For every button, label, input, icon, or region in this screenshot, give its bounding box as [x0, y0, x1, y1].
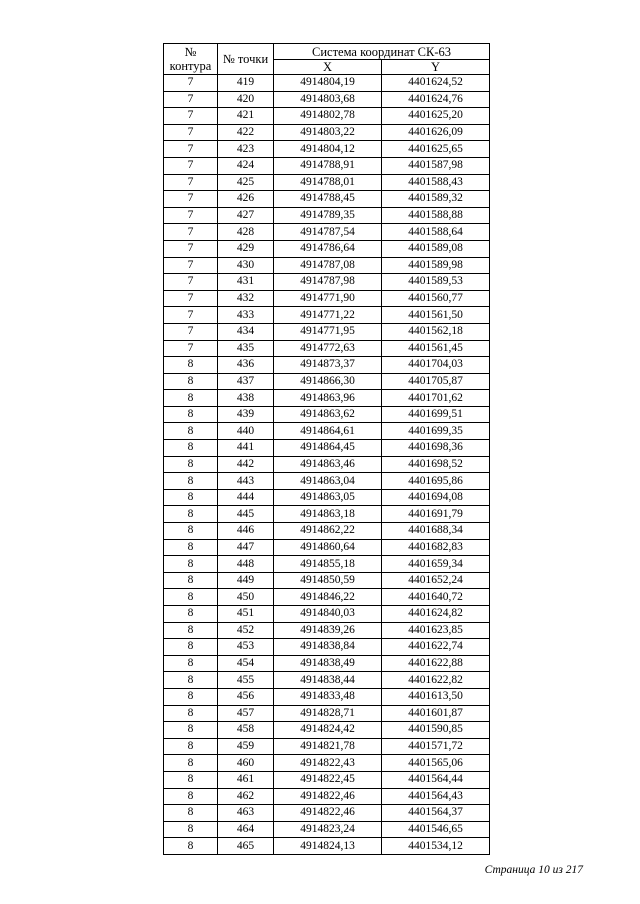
point-number-cell: 421: [218, 108, 274, 125]
table-row: [164, 805, 490, 822]
x-coordinate-cell: 4914862,22: [274, 523, 382, 540]
coordinate-system-header: Система координат СК-63: [274, 44, 490, 60]
y-coordinate-cell: 4401589,32: [382, 191, 490, 208]
y-coordinate-cell: 4401587,98: [382, 157, 490, 174]
y-coordinate-cell: 4401622,82: [382, 672, 490, 689]
contour-number-cell: 8: [164, 406, 218, 423]
point-number-cell: 449: [218, 572, 274, 589]
y-coordinate-cell: 4401688,34: [382, 523, 490, 540]
table-row: [164, 539, 490, 556]
x-coordinate-cell: 4914824,13: [274, 838, 382, 855]
contour-number-cell: 8: [164, 639, 218, 656]
x-coordinate-cell: 4914822,46: [274, 805, 382, 822]
y-coordinate-cell: 4401699,51: [382, 406, 490, 423]
y-column-header: Y: [382, 60, 490, 75]
y-coordinate-cell: 4401623,85: [382, 622, 490, 639]
table-row: [164, 274, 490, 291]
table-row: [164, 838, 490, 855]
point-number-cell: 441: [218, 440, 274, 457]
point-number-cell: 462: [218, 788, 274, 805]
y-coordinate-cell: 4401564,44: [382, 771, 490, 788]
point-number-cell: 465: [218, 838, 274, 855]
y-coordinate-cell: 4401589,08: [382, 240, 490, 257]
table-row: [164, 738, 490, 755]
table-row: [164, 157, 490, 174]
table-row: [164, 556, 490, 573]
y-coordinate-cell: 4401564,43: [382, 788, 490, 805]
point-number-cell: 424: [218, 157, 274, 174]
table-row: [164, 357, 490, 374]
table-row: [164, 788, 490, 805]
table-row: [164, 589, 490, 606]
y-coordinate-cell: 4401625,20: [382, 108, 490, 125]
point-number-cell: 459: [218, 738, 274, 755]
contour-number-cell: 7: [164, 124, 218, 141]
x-coordinate-cell: 4914821,78: [274, 738, 382, 755]
contour-number-cell: 7: [164, 207, 218, 224]
y-coordinate-cell: 4401698,36: [382, 440, 490, 457]
table-row: [164, 655, 490, 672]
table-row: [164, 771, 490, 788]
table-row: [164, 639, 490, 656]
point-number-cell: 433: [218, 307, 274, 324]
point-number-cell: 452: [218, 622, 274, 639]
contour-number-cell: 7: [164, 174, 218, 191]
y-coordinate-cell: 4401698,52: [382, 456, 490, 473]
point-number-cell: 455: [218, 672, 274, 689]
x-coordinate-cell: 4914863,05: [274, 489, 382, 506]
table-row: [164, 191, 490, 208]
x-coordinate-cell: 4914866,30: [274, 373, 382, 390]
x-coordinate-cell: 4914839,26: [274, 622, 382, 639]
point-number-cell: 428: [218, 224, 274, 241]
x-coordinate-cell: 4914863,18: [274, 506, 382, 523]
y-coordinate-cell: 4401705,87: [382, 373, 490, 390]
table-row: [164, 390, 490, 407]
y-coordinate-cell: 4401588,43: [382, 174, 490, 191]
contour-number-cell: 8: [164, 705, 218, 722]
table-row: [164, 75, 490, 92]
point-number-cell: 463: [218, 805, 274, 822]
x-column-header: X: [274, 60, 382, 75]
x-coordinate-cell: 4914828,71: [274, 705, 382, 722]
point-number-cell: 454: [218, 655, 274, 672]
x-coordinate-cell: 4914863,04: [274, 473, 382, 490]
point-number-cell: 422: [218, 124, 274, 141]
y-coordinate-cell: 4401659,34: [382, 556, 490, 573]
table-row: [164, 224, 490, 241]
contour-number-cell: 8: [164, 722, 218, 739]
table-row: [164, 622, 490, 639]
y-coordinate-cell: 4401534,12: [382, 838, 490, 855]
contour-number-cell: 8: [164, 821, 218, 838]
table-row: [164, 91, 490, 108]
x-coordinate-cell: 4914803,22: [274, 124, 382, 141]
y-coordinate-cell: 4401560,77: [382, 290, 490, 307]
contour-number-cell: 8: [164, 606, 218, 623]
y-coordinate-cell: 4401704,03: [382, 357, 490, 374]
point-number-cell: 423: [218, 141, 274, 158]
point-number-cell: 464: [218, 821, 274, 838]
y-coordinate-cell: 4401590,85: [382, 722, 490, 739]
y-coordinate-cell: 4401622,88: [382, 655, 490, 672]
point-number-cell: 429: [218, 240, 274, 257]
x-coordinate-cell: 4914855,18: [274, 556, 382, 573]
x-coordinate-cell: 4914838,49: [274, 655, 382, 672]
point-number-cell: 453: [218, 639, 274, 656]
contour-number-cell: 8: [164, 456, 218, 473]
contour-number-cell: 8: [164, 523, 218, 540]
contour-number-cell: 8: [164, 506, 218, 523]
x-coordinate-cell: 4914860,64: [274, 539, 382, 556]
contour-number-cell: 8: [164, 357, 218, 374]
x-coordinate-cell: 4914822,46: [274, 788, 382, 805]
contour-number-cell: 7: [164, 323, 218, 340]
contour-number-cell: 8: [164, 755, 218, 772]
x-coordinate-cell: 4914822,43: [274, 755, 382, 772]
contour-number-cell: 7: [164, 257, 218, 274]
y-coordinate-cell: 4401589,53: [382, 274, 490, 291]
table-header: [164, 44, 490, 75]
contour-number-cell: 7: [164, 108, 218, 125]
table-row: [164, 373, 490, 390]
table-body: [164, 75, 490, 855]
y-coordinate-cell: 4401695,86: [382, 473, 490, 490]
point-number-cell: 437: [218, 373, 274, 390]
table-row: [164, 688, 490, 705]
point-number-cell: 438: [218, 390, 274, 407]
point-number-cell: 443: [218, 473, 274, 490]
point-number-cell: 456: [218, 688, 274, 705]
coordinates-table: [163, 43, 490, 855]
x-coordinate-cell: 4914771,22: [274, 307, 382, 324]
y-coordinate-cell: 4401613,50: [382, 688, 490, 705]
table-row: [164, 705, 490, 722]
y-coordinate-cell: 4401565,06: [382, 755, 490, 772]
x-coordinate-cell: 4914863,96: [274, 390, 382, 407]
x-coordinate-cell: 4914838,44: [274, 672, 382, 689]
x-coordinate-cell: 4914838,84: [274, 639, 382, 656]
y-coordinate-cell: 4401622,74: [382, 639, 490, 656]
y-coordinate-cell: 4401625,65: [382, 141, 490, 158]
point-number-header: № точки: [218, 44, 274, 75]
point-number-cell: 440: [218, 423, 274, 440]
contour-number-cell: 7: [164, 91, 218, 108]
contour-number-cell: 8: [164, 838, 218, 855]
contour-number-cell: 7: [164, 157, 218, 174]
table-row: [164, 572, 490, 589]
table-row: [164, 290, 490, 307]
y-coordinate-cell: 4401626,09: [382, 124, 490, 141]
contour-number-cell: 8: [164, 390, 218, 407]
table-row: [164, 506, 490, 523]
contour-number-cell: 7: [164, 274, 218, 291]
point-number-cell: 442: [218, 456, 274, 473]
y-coordinate-cell: 4401694,08: [382, 489, 490, 506]
point-number-cell: 439: [218, 406, 274, 423]
contour-number-cell: 8: [164, 672, 218, 689]
table-row: [164, 440, 490, 457]
table-row: [164, 722, 490, 739]
y-coordinate-cell: 4401701,62: [382, 390, 490, 407]
table-row: [164, 473, 490, 490]
y-coordinate-cell: 4401588,64: [382, 224, 490, 241]
table-row: [164, 406, 490, 423]
point-number-cell: 425: [218, 174, 274, 191]
point-number-cell: 451: [218, 606, 274, 623]
contour-number-header: № контура: [164, 44, 218, 75]
y-coordinate-cell: 4401652,24: [382, 572, 490, 589]
point-number-cell: 445: [218, 506, 274, 523]
contour-number-cell: 7: [164, 307, 218, 324]
point-number-cell: 436: [218, 357, 274, 374]
y-coordinate-cell: 4401561,50: [382, 307, 490, 324]
x-coordinate-cell: 4914789,35: [274, 207, 382, 224]
x-coordinate-cell: 4914802,78: [274, 108, 382, 125]
table-row: [164, 207, 490, 224]
x-coordinate-cell: 4914771,95: [274, 323, 382, 340]
table-row: [164, 523, 490, 540]
contour-number-cell: 7: [164, 191, 218, 208]
y-coordinate-cell: 4401699,35: [382, 423, 490, 440]
x-coordinate-cell: 4914787,98: [274, 274, 382, 291]
x-coordinate-cell: 4914787,54: [274, 224, 382, 241]
table-row: [164, 108, 490, 125]
table-row: [164, 307, 490, 324]
contour-number-cell: 8: [164, 572, 218, 589]
y-coordinate-cell: 4401624,52: [382, 75, 490, 92]
point-number-cell: 450: [218, 589, 274, 606]
table-row: [164, 606, 490, 623]
y-coordinate-cell: 4401546,65: [382, 821, 490, 838]
y-coordinate-cell: 4401624,82: [382, 606, 490, 623]
x-coordinate-cell: 4914850,59: [274, 572, 382, 589]
point-number-cell: 434: [218, 323, 274, 340]
x-coordinate-cell: 4914771,90: [274, 290, 382, 307]
x-coordinate-cell: 4914864,45: [274, 440, 382, 457]
contour-number-cell: 8: [164, 440, 218, 457]
point-number-cell: 420: [218, 91, 274, 108]
table-row: [164, 124, 490, 141]
contour-number-cell: 8: [164, 655, 218, 672]
table-row: [164, 489, 490, 506]
contour-number-cell: 7: [164, 340, 218, 357]
contour-number-cell: 8: [164, 539, 218, 556]
x-coordinate-cell: 4914823,24: [274, 821, 382, 838]
point-number-cell: 435: [218, 340, 274, 357]
point-number-cell: 427: [218, 207, 274, 224]
contour-number-cell: 8: [164, 688, 218, 705]
contour-number-cell: 8: [164, 589, 218, 606]
x-coordinate-cell: 4914824,42: [274, 722, 382, 739]
x-coordinate-cell: 4914803,68: [274, 91, 382, 108]
x-coordinate-cell: 4914873,37: [274, 357, 382, 374]
point-number-cell: 461: [218, 771, 274, 788]
point-number-cell: 431: [218, 274, 274, 291]
x-coordinate-cell: 4914864,61: [274, 423, 382, 440]
contour-number-cell: 8: [164, 805, 218, 822]
x-coordinate-cell: 4914788,01: [274, 174, 382, 191]
contour-number-cell: 7: [164, 224, 218, 241]
x-coordinate-cell: 4914863,62: [274, 406, 382, 423]
contour-number-cell: 8: [164, 473, 218, 490]
point-number-cell: 432: [218, 290, 274, 307]
x-coordinate-cell: 4914788,91: [274, 157, 382, 174]
contour-number-cell: 8: [164, 489, 218, 506]
y-coordinate-cell: 4401682,83: [382, 539, 490, 556]
point-number-cell: 447: [218, 539, 274, 556]
y-coordinate-cell: 4401562,18: [382, 323, 490, 340]
x-coordinate-cell: 4914804,12: [274, 141, 382, 158]
contour-number-cell: 8: [164, 771, 218, 788]
point-number-cell: 446: [218, 523, 274, 540]
table-row: [164, 755, 490, 772]
table-row: [164, 141, 490, 158]
x-coordinate-cell: 4914840,03: [274, 606, 382, 623]
page-number: Страница 10 из 217: [484, 864, 583, 876]
point-number-cell: 448: [218, 556, 274, 573]
point-number-cell: 426: [218, 191, 274, 208]
y-coordinate-cell: 4401561,45: [382, 340, 490, 357]
x-coordinate-cell: 4914846,22: [274, 589, 382, 606]
table-row: [164, 323, 490, 340]
table-row: [164, 174, 490, 191]
y-coordinate-cell: 4401571,72: [382, 738, 490, 755]
table-row: [164, 672, 490, 689]
x-coordinate-cell: 4914863,46: [274, 456, 382, 473]
contour-number-cell: 8: [164, 373, 218, 390]
y-coordinate-cell: 4401588,88: [382, 207, 490, 224]
x-coordinate-cell: 4914772,63: [274, 340, 382, 357]
y-coordinate-cell: 4401640,72: [382, 589, 490, 606]
table-row: [164, 240, 490, 257]
y-coordinate-cell: 4401691,79: [382, 506, 490, 523]
table-row: [164, 456, 490, 473]
point-number-cell: 457: [218, 705, 274, 722]
y-coordinate-cell: 4401564,37: [382, 805, 490, 822]
point-number-cell: 460: [218, 755, 274, 772]
y-coordinate-cell: 4401601,87: [382, 705, 490, 722]
y-coordinate-cell: 4401624,76: [382, 91, 490, 108]
x-coordinate-cell: 4914788,45: [274, 191, 382, 208]
contour-number-cell: 7: [164, 240, 218, 257]
contour-number-cell: 8: [164, 556, 218, 573]
table-row: [164, 423, 490, 440]
x-coordinate-cell: 4914787,08: [274, 257, 382, 274]
point-number-cell: 430: [218, 257, 274, 274]
x-coordinate-cell: 4914804,19: [274, 75, 382, 92]
table-row: [164, 257, 490, 274]
contour-number-cell: 8: [164, 788, 218, 805]
contour-number-cell: 7: [164, 75, 218, 92]
contour-number-cell: 8: [164, 738, 218, 755]
x-coordinate-cell: 4914833,48: [274, 688, 382, 705]
point-number-cell: 419: [218, 75, 274, 92]
point-number-cell: 444: [218, 489, 274, 506]
contour-number-cell: 7: [164, 290, 218, 307]
x-coordinate-cell: 4914822,45: [274, 771, 382, 788]
contour-number-cell: 8: [164, 423, 218, 440]
point-number-cell: 458: [218, 722, 274, 739]
contour-number-cell: 8: [164, 622, 218, 639]
y-coordinate-cell: 4401589,98: [382, 257, 490, 274]
table-row: [164, 340, 490, 357]
x-coordinate-cell: 4914786,64: [274, 240, 382, 257]
table-row: [164, 821, 490, 838]
contour-number-cell: 7: [164, 141, 218, 158]
